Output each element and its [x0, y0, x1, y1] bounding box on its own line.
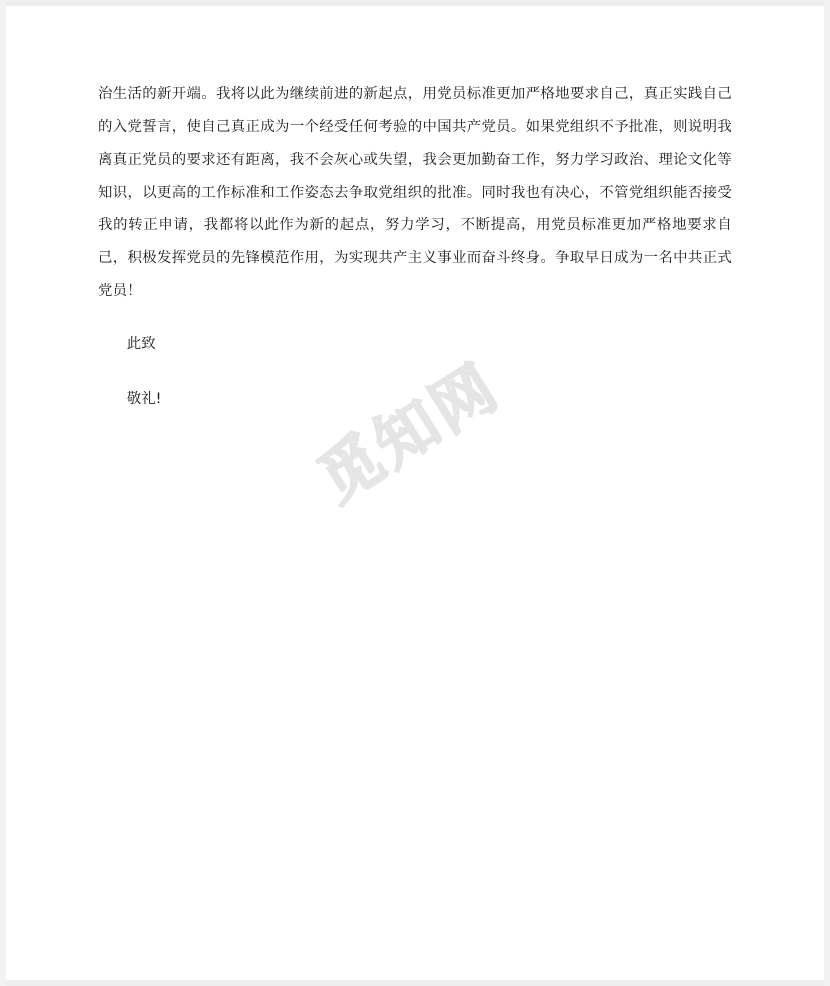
- body-paragraph: 治生活的新开端。我将以此为继续前进的新起点，用党员标准更加严格地要求自己，真正实践自己的入党誓言，使自己真正成为一个经受任何考验的中国共产党员。如果党组织不予批准，则说明我离真正党员的要求还有距离，我不会灰心或失望，我会更加勤奋工作，努力学习政治、理论文化等知识，以更高的工作标准和工作姿态去争取党组织的批准。同时我也有决心，不管党组织能否接受我的转正申请，我都将以此作为新的起点，努力学习，不断提高，用党员标准更加严格地要求自己，积极发挥党员的先锋模范作用，为实现共产主义事业而奋斗终身。争取早日成为一名中共正式党员！: [98, 86, 732, 300]
- page-edge-left: [0, 0, 6, 986]
- page-edge-top: [0, 0, 830, 6]
- closing-respect: 敬礼!: [126, 390, 162, 407]
- closing-salutation: 此致: [126, 335, 156, 352]
- document-content: [98, 78, 732, 416]
- watermark-text: 觅知网: [305, 348, 512, 516]
- page-edge-right: [824, 0, 830, 986]
- page-edge-bottom: [0, 980, 830, 986]
